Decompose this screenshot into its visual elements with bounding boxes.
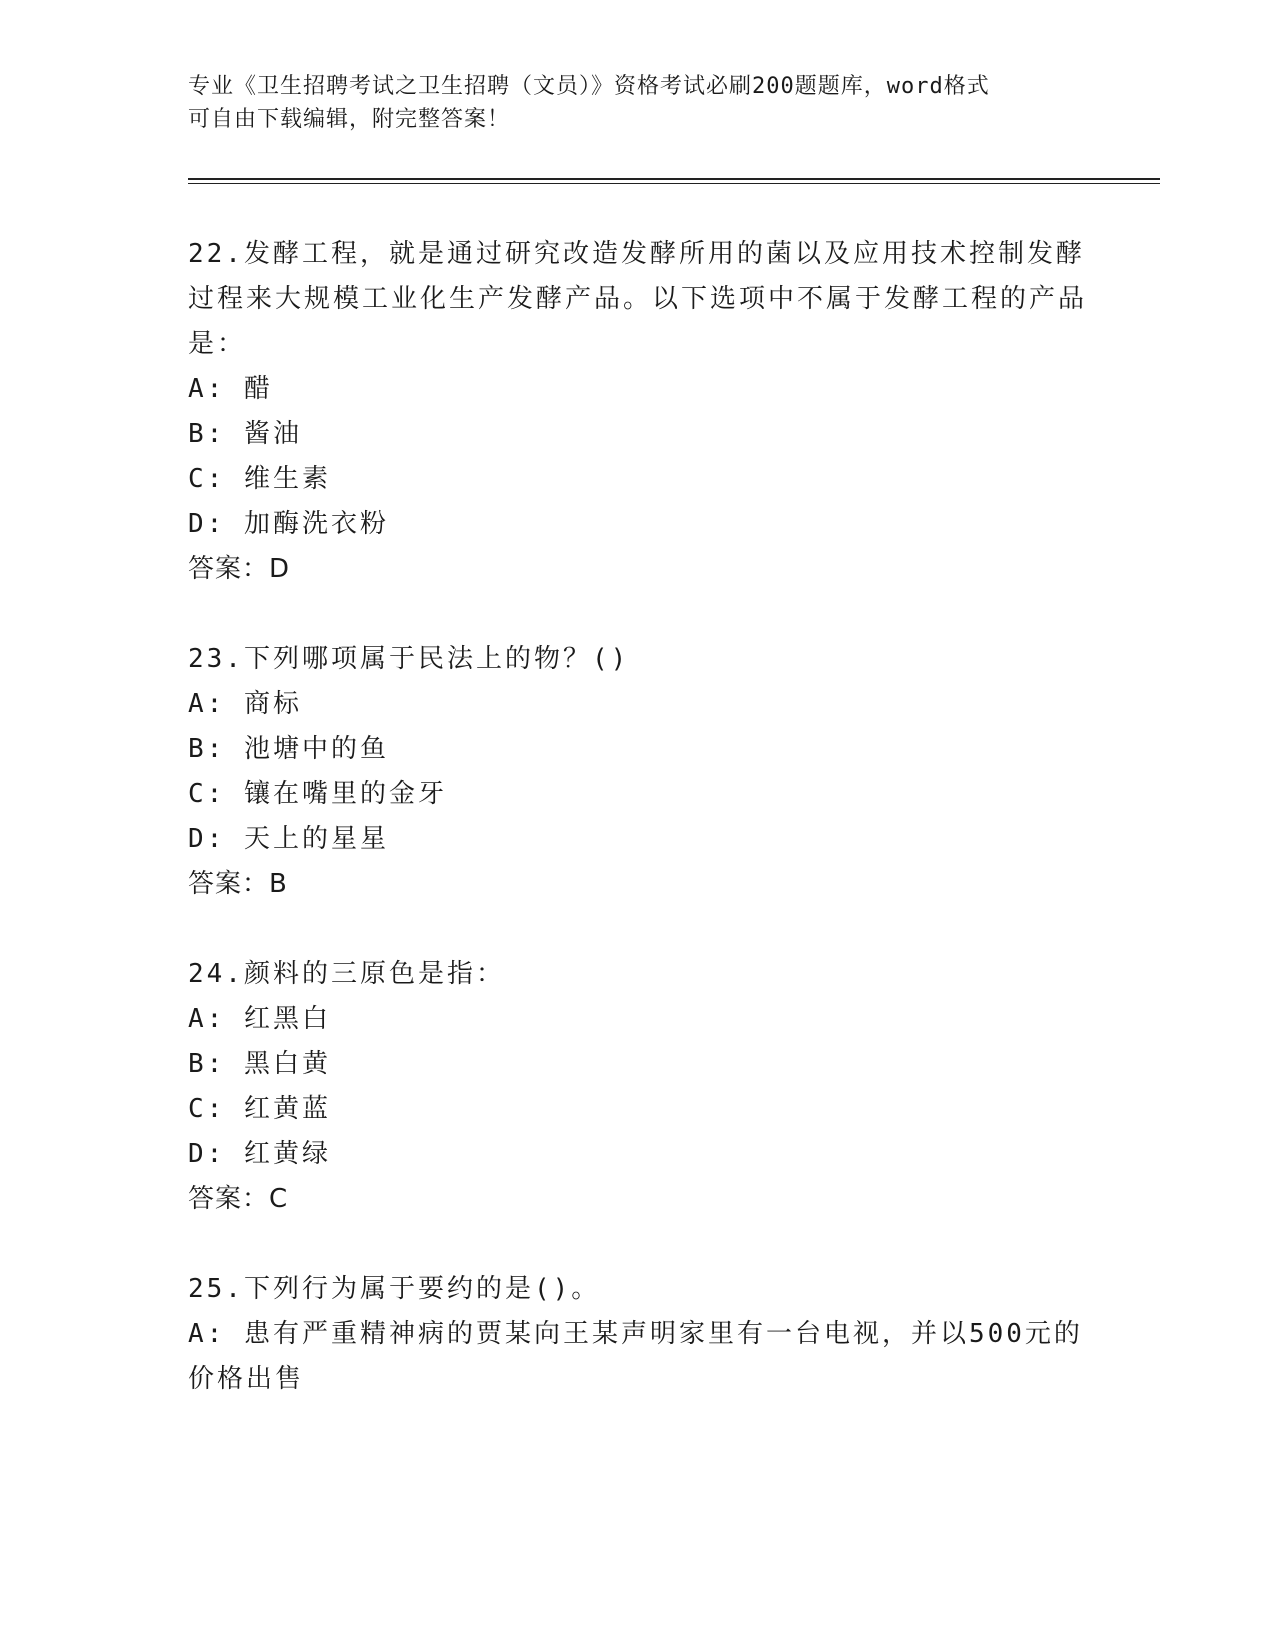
option-a: A: 醋 [188, 374, 273, 404]
question-text: 24.颜料的三原色是指： [188, 959, 505, 989]
option-a: A: 红黑白 [188, 1004, 331, 1034]
option-b: B: 酱油 [188, 419, 302, 449]
answer: 答案：B [188, 869, 288, 899]
option-a: A: 患有严重精神病的贾某向王某声明家里有一台电视，并以500元的价格出售 [188, 1319, 1083, 1394]
question-text: 23.下列哪项属于民法上的物？() [188, 644, 630, 674]
question-text: 22.发酵工程，就是通过研究改造发酵所用的菌以及应用技术控制发酵过程来大规模工业化生产发酵产品。以下选项中不属于发酵工程的产品是： [188, 239, 1088, 359]
question-25 [188, 1267, 1088, 1402]
option-d: D: 红黄绿 [188, 1139, 331, 1169]
option-c: C: 维生素 [188, 464, 331, 494]
question-22 [188, 232, 1088, 592]
question-23 [188, 637, 1088, 907]
header-divider [188, 178, 1160, 180]
answer: 答案：D [188, 554, 291, 584]
answer: 答案：C [188, 1184, 289, 1214]
question-text: 25.下列行为属于要约的是()。 [188, 1274, 601, 1304]
option-c: C: 红黄蓝 [188, 1094, 331, 1124]
option-b: B: 黑白黄 [188, 1049, 331, 1079]
question-list [188, 232, 1088, 1447]
header-divider-thin [188, 183, 1160, 184]
option-b: B: 池塘中的鱼 [188, 734, 389, 764]
option-d: D: 加酶洗衣粉 [188, 509, 389, 539]
document-header [188, 70, 1088, 136]
option-a: A: 商标 [188, 689, 302, 719]
question-24 [188, 952, 1088, 1222]
header-line-1: 专业《卫生招聘考试之卫生招聘（文员）》资格考试必刷200题题库，word格式 [188, 74, 990, 99]
option-c: C: 镶在嘴里的金牙 [188, 779, 447, 809]
header-line-2: 可自由下载编辑，附完整答案！ [188, 107, 511, 132]
option-d: D: 天上的星星 [188, 824, 389, 854]
